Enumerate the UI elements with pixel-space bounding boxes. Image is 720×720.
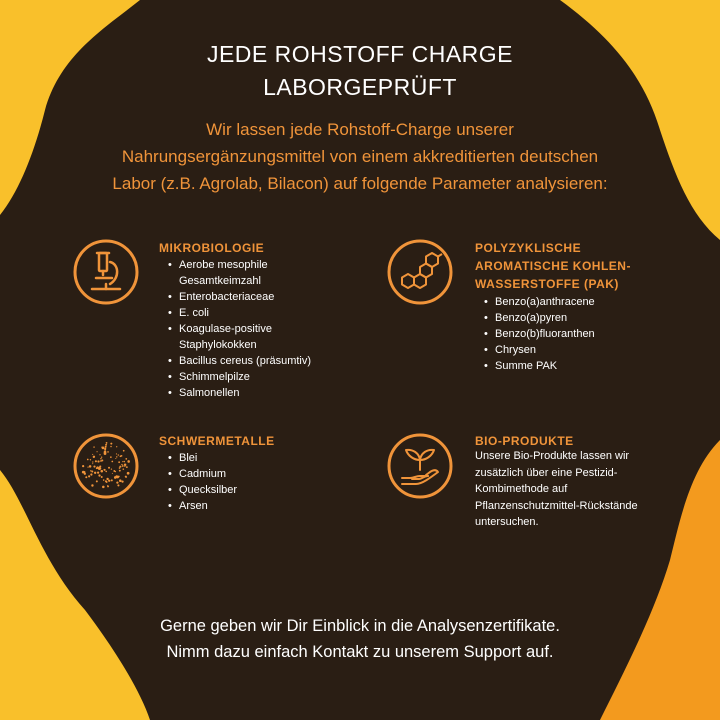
particle-dot (116, 446, 117, 447)
particle-dot (115, 471, 116, 472)
particle-dot (110, 446, 112, 448)
list-item: • Bacillus cereus (präsumtiv) (167, 353, 337, 369)
particle-dot (121, 464, 122, 465)
particle-dot (107, 486, 109, 488)
particle-dot (127, 460, 130, 463)
particle-dot (108, 467, 110, 469)
particle-dot (101, 476, 103, 478)
particle-dot (118, 454, 119, 455)
title-line-1: JEDE ROHSTOFF CHARGE (206, 41, 514, 67)
particle-dot (112, 473, 113, 474)
particle-dot (97, 472, 99, 474)
particle-dot (96, 467, 98, 469)
pah-title-line-1: POLYZYKLISCHE (475, 241, 582, 255)
particle-dot (103, 479, 105, 481)
particle-dot (121, 481, 123, 483)
list-item: • Quecksilber (167, 482, 317, 498)
particle-dot (104, 451, 107, 454)
particle-dot (117, 484, 119, 486)
particle-dot (100, 458, 101, 459)
intro-line-3: Labor (z.B. Agrolab, Bilacon) auf folgende Parameter analysieren: (112, 174, 608, 193)
particle-dot (110, 456, 112, 458)
particle-dot (105, 480, 107, 482)
particle-dot (101, 456, 102, 457)
particle-dot (85, 476, 87, 478)
particle-dot (124, 466, 125, 467)
particle-dot (88, 475, 90, 477)
particle-dot (92, 463, 93, 464)
microscope-icon (72, 238, 140, 306)
molecule-icon (386, 238, 454, 306)
particle-dot (119, 466, 121, 468)
particle-dot (96, 451, 97, 452)
particle-dot (110, 443, 112, 445)
list-item: • Blei (167, 450, 317, 466)
particle-dot (93, 466, 95, 468)
particle-dot (106, 478, 108, 480)
pah-list (483, 294, 653, 374)
list-item: • Enterobacteriaceae (167, 289, 337, 305)
particle-dot (105, 446, 107, 448)
particle-dot (94, 456, 95, 457)
list-item: • Summe PAK (483, 358, 653, 374)
title-line-2: LABORGEPRÜFT (263, 74, 457, 100)
particle-dot (108, 480, 109, 481)
particle-dot (114, 476, 117, 479)
particle-dot (105, 444, 107, 446)
particle-dot (104, 448, 106, 450)
particle-dot (89, 465, 92, 468)
particle-dot (126, 466, 128, 468)
particle-dot (118, 476, 120, 478)
particle-dot (94, 472, 96, 474)
particle-dot (116, 453, 117, 454)
list-item: • Schimmelpilze (167, 369, 337, 385)
particle-dot (116, 482, 118, 484)
list-item: • Benzo(a)pyren (483, 310, 653, 326)
organic-description: Unsere Bio-Produkte lassen wir zusätzlich über eine Pestizid-Kombimethode auf Pflanzenschutzmittel-Rückstände untersuchen. (475, 450, 638, 528)
particle-dot (92, 454, 93, 455)
list-item: • Koagulase-positive Staphylokokken (167, 321, 337, 353)
particle-dot (100, 470, 103, 473)
heavy-metals-title: SCHWERMETALLE (159, 434, 275, 448)
particle-dot (105, 471, 107, 473)
particle-dot (102, 486, 105, 489)
particle-dot (95, 460, 97, 462)
particle-dot (102, 446, 105, 449)
particle-dot (100, 460, 102, 462)
particle-dot (125, 458, 127, 460)
particle-dot (90, 459, 91, 460)
particle-dot (123, 461, 125, 463)
particle-dot (115, 458, 116, 459)
particle-dot (121, 455, 123, 457)
particle-dot (90, 473, 92, 475)
microbiology-title: MIKROBIOLOGIE (159, 241, 265, 255)
particle-dot (111, 479, 113, 481)
list-item: • Arsen (167, 498, 317, 514)
particle-dot (96, 480, 98, 482)
particle-dot (125, 464, 126, 465)
pah-title-line-3: WASSERSTOFFE (PAK) (475, 277, 619, 291)
particle-dot (99, 466, 101, 468)
particle-dot (91, 484, 93, 486)
particle-dot (123, 468, 125, 470)
page-title (0, 38, 720, 104)
particle-dot (82, 465, 84, 467)
microbiology-list (167, 257, 337, 401)
seedling-hand-icon (386, 432, 454, 500)
particle-dot (111, 461, 113, 463)
pah-title (475, 239, 631, 293)
intro-text (60, 116, 660, 197)
particle-dot (106, 442, 108, 444)
particle-dot (87, 459, 89, 461)
particles-icon (72, 432, 140, 500)
list-item: • Cadmium (167, 466, 317, 482)
particle-dot (119, 479, 122, 482)
footer-text (0, 613, 720, 665)
organic-title: BIO-PRODUKTE (475, 434, 574, 448)
list-item: • Benzo(b)fluoranthen (483, 326, 653, 342)
particle-dot (123, 450, 125, 452)
particle-dot (97, 460, 99, 462)
particle-dot (84, 473, 86, 475)
particle-dot (127, 472, 130, 475)
list-item: • Benzo(a)anthracene (483, 294, 653, 310)
particle-dot (119, 470, 121, 472)
particle-dot (104, 469, 105, 470)
intro-line-2: Nahrungsergänzungsmittel von einem akkreditierten deutschen (121, 147, 599, 166)
particle-dot (111, 468, 112, 469)
footer-line-1: Gerne geben wir Dir Einblick in die Analysenzertifikate. (160, 617, 560, 635)
list-item: • Aerobe mesophile Gesamtkeimzahl (167, 257, 337, 289)
footer-line-2: Nimm dazu einfach Kontakt zu unserem Support auf. (166, 643, 554, 661)
particle-dot (91, 470, 93, 472)
intro-line-1: Wir lassen jede Rohstoff-Charge unserer (206, 120, 514, 139)
particle-dot (122, 465, 124, 467)
heavy-metals-list (167, 450, 317, 514)
particle-dot (116, 456, 117, 457)
particle-dot (122, 461, 123, 462)
particle-dot (98, 467, 101, 470)
list-item: • Chrysen (483, 342, 653, 358)
pah-title-line-2: AROMATISCHE KOHLEN- (475, 259, 631, 273)
particle-dot (107, 451, 109, 453)
particle-dot (98, 474, 100, 476)
list-item: • E. coli (167, 305, 337, 321)
particle-dot (99, 454, 100, 455)
particle-dot (87, 466, 88, 467)
particle-dot (126, 476, 127, 477)
particle-dot (118, 461, 120, 463)
particle-dot (93, 446, 94, 447)
particle-dot (92, 461, 93, 462)
list-item: • Salmonellen (167, 385, 337, 401)
